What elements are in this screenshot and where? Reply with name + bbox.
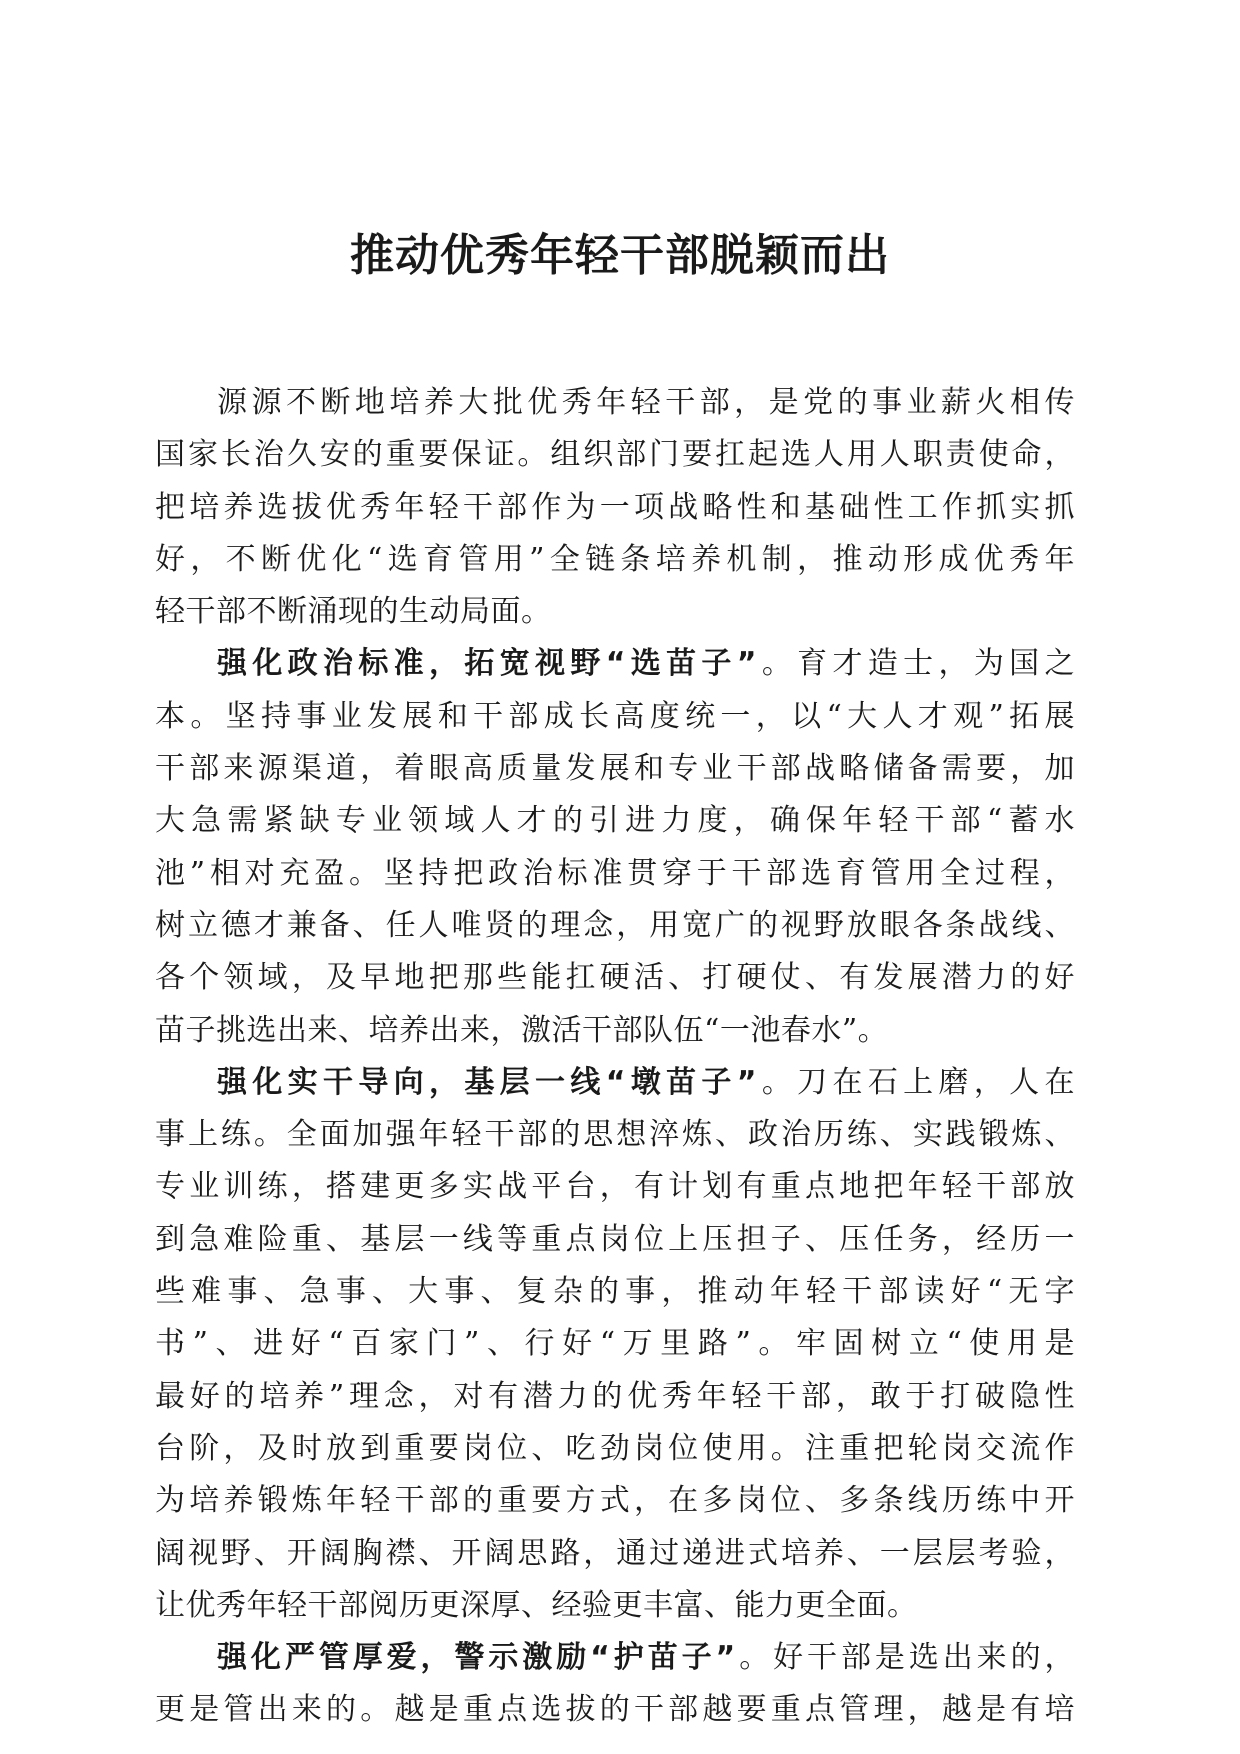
paragraph-line	[155, 1475, 1075, 1527]
paragraph-line	[155, 482, 1075, 534]
paragraph-line	[155, 1005, 1075, 1057]
paragraph-line	[155, 1632, 1075, 1684]
paragraph-line	[155, 795, 1075, 847]
body-text: 苗子挑选出来、培养出来，激活干部队伍“一池春水”。	[155, 1012, 889, 1048]
paragraph-line	[155, 848, 1075, 900]
paragraph	[155, 377, 1075, 638]
body-text: 书”、进好“百家门”、行好“万里路”。牢固树立“使用是	[155, 1326, 1075, 1362]
paragraph-line	[155, 1109, 1075, 1161]
paragraph-line	[155, 1161, 1075, 1213]
body-text: 事上练。全面加强年轻干部的思想淬炼、政治历练、实践锻炼、	[155, 1117, 1075, 1153]
body-text: 。好干部是选出来的，	[735, 1640, 1076, 1676]
paragraph-line	[155, 1528, 1075, 1580]
body-text: 为培养锻炼年轻干部的重要方式，在多岗位、多条线历练中开	[155, 1483, 1075, 1519]
body-text: 。刀在石上磨，人在	[756, 1064, 1076, 1100]
paragraph-line	[155, 952, 1075, 1004]
body-text: 池”相对充盈。坚持把政治标准贯穿于干部选育管用全过程，	[155, 855, 1075, 891]
body-text: 把培养选拔优秀年轻干部作为一项战略性和基础性工作抓实抓	[155, 489, 1075, 525]
paragraph-line	[155, 638, 1075, 690]
paragraph	[155, 638, 1075, 1056]
paragraph	[155, 1632, 1075, 1737]
paragraph-line	[155, 1214, 1075, 1266]
body-text: 源源不断地培养大批优秀年轻干部，是党的事业薪火相传	[217, 385, 1075, 420]
paragraph-line	[155, 429, 1075, 481]
paragraph-line	[155, 1580, 1075, 1632]
document-title: 推动优秀年轻干部脱颖而出	[350, 230, 890, 281]
body-text: 更是管出来的。越是重点选拔的干部越要重点管理，越是有培	[155, 1692, 1075, 1728]
paragraph-line	[155, 1684, 1075, 1736]
body-text: 国家长治久安的重要保证。组织部门要扛起选人用人职责使命，	[155, 437, 1075, 473]
paragraph-line	[155, 1057, 1075, 1109]
paragraph-line	[155, 586, 1075, 638]
paragraph-line	[155, 534, 1075, 586]
body-text: 专业训练，搭建更多实战平台，有计划有重点地把年轻干部放	[155, 1169, 1075, 1205]
body-text: 好，不断优化“选育管用”全链条培养机制，推动形成优秀年	[155, 541, 1075, 577]
body-text: 大急需紧缺专业领域人才的引进力度，确保年轻干部“蓄水	[155, 803, 1075, 839]
body-text: 让优秀年轻干部阅历更深厚、经验更丰富、能力更全面。	[155, 1587, 918, 1623]
body-text: 阔视野、开阔胸襟、开阔思路，通过递进式培养、一层层考验，	[155, 1535, 1075, 1571]
body-text: 到急难险重、基层一线等重点岗位上压担子、压任务，经历一	[155, 1221, 1075, 1257]
body-text: 各个领域，及早地把那些能扛硬活、打硬仗、有发展潜力的好	[155, 960, 1075, 996]
section-heading: 强化实干导向，基层一线“墩苗子”	[217, 1064, 757, 1100]
paragraph-line	[155, 1266, 1075, 1318]
section-heading: 强化政治标准，拓宽视野“选苗子”	[217, 646, 757, 682]
body-text: 干部来源渠道，着眼高质量发展和专业干部战略储备需要，加	[155, 751, 1075, 787]
paragraph-line	[155, 1423, 1075, 1475]
body-text: 轻干部不断涌现的生动局面。	[155, 594, 552, 630]
body-text: 些难事、急事、大事、复杂的事，推动年轻干部读好“无字	[155, 1274, 1075, 1310]
paragraph-line	[155, 743, 1075, 795]
paragraph-line	[155, 691, 1075, 743]
paragraph-line	[155, 900, 1075, 952]
body-text: 。育才造士，为国之	[756, 646, 1076, 682]
body-text: 最好的培养”理念，对有潜力的优秀年轻干部，敢于打破隐性	[155, 1378, 1075, 1414]
paragraph-line	[155, 1318, 1075, 1370]
section-heading: 强化严管厚爱，警示激励“护苗子”	[217, 1640, 736, 1676]
document-body	[155, 377, 1075, 1737]
paragraph-line	[155, 1371, 1075, 1423]
body-text: 台阶，及时放到重要岗位、吃劲岗位使用。注重把轮岗交流作	[155, 1430, 1075, 1466]
body-text: 树立德才兼备、任人唯贤的理念，用宽广的视野放眼各条战线、	[155, 907, 1075, 943]
paragraph-line	[155, 377, 1075, 429]
body-text: 本。坚持事业发展和干部成长高度统一，以“大人才观”拓展	[155, 698, 1075, 734]
paragraph	[155, 1057, 1075, 1632]
